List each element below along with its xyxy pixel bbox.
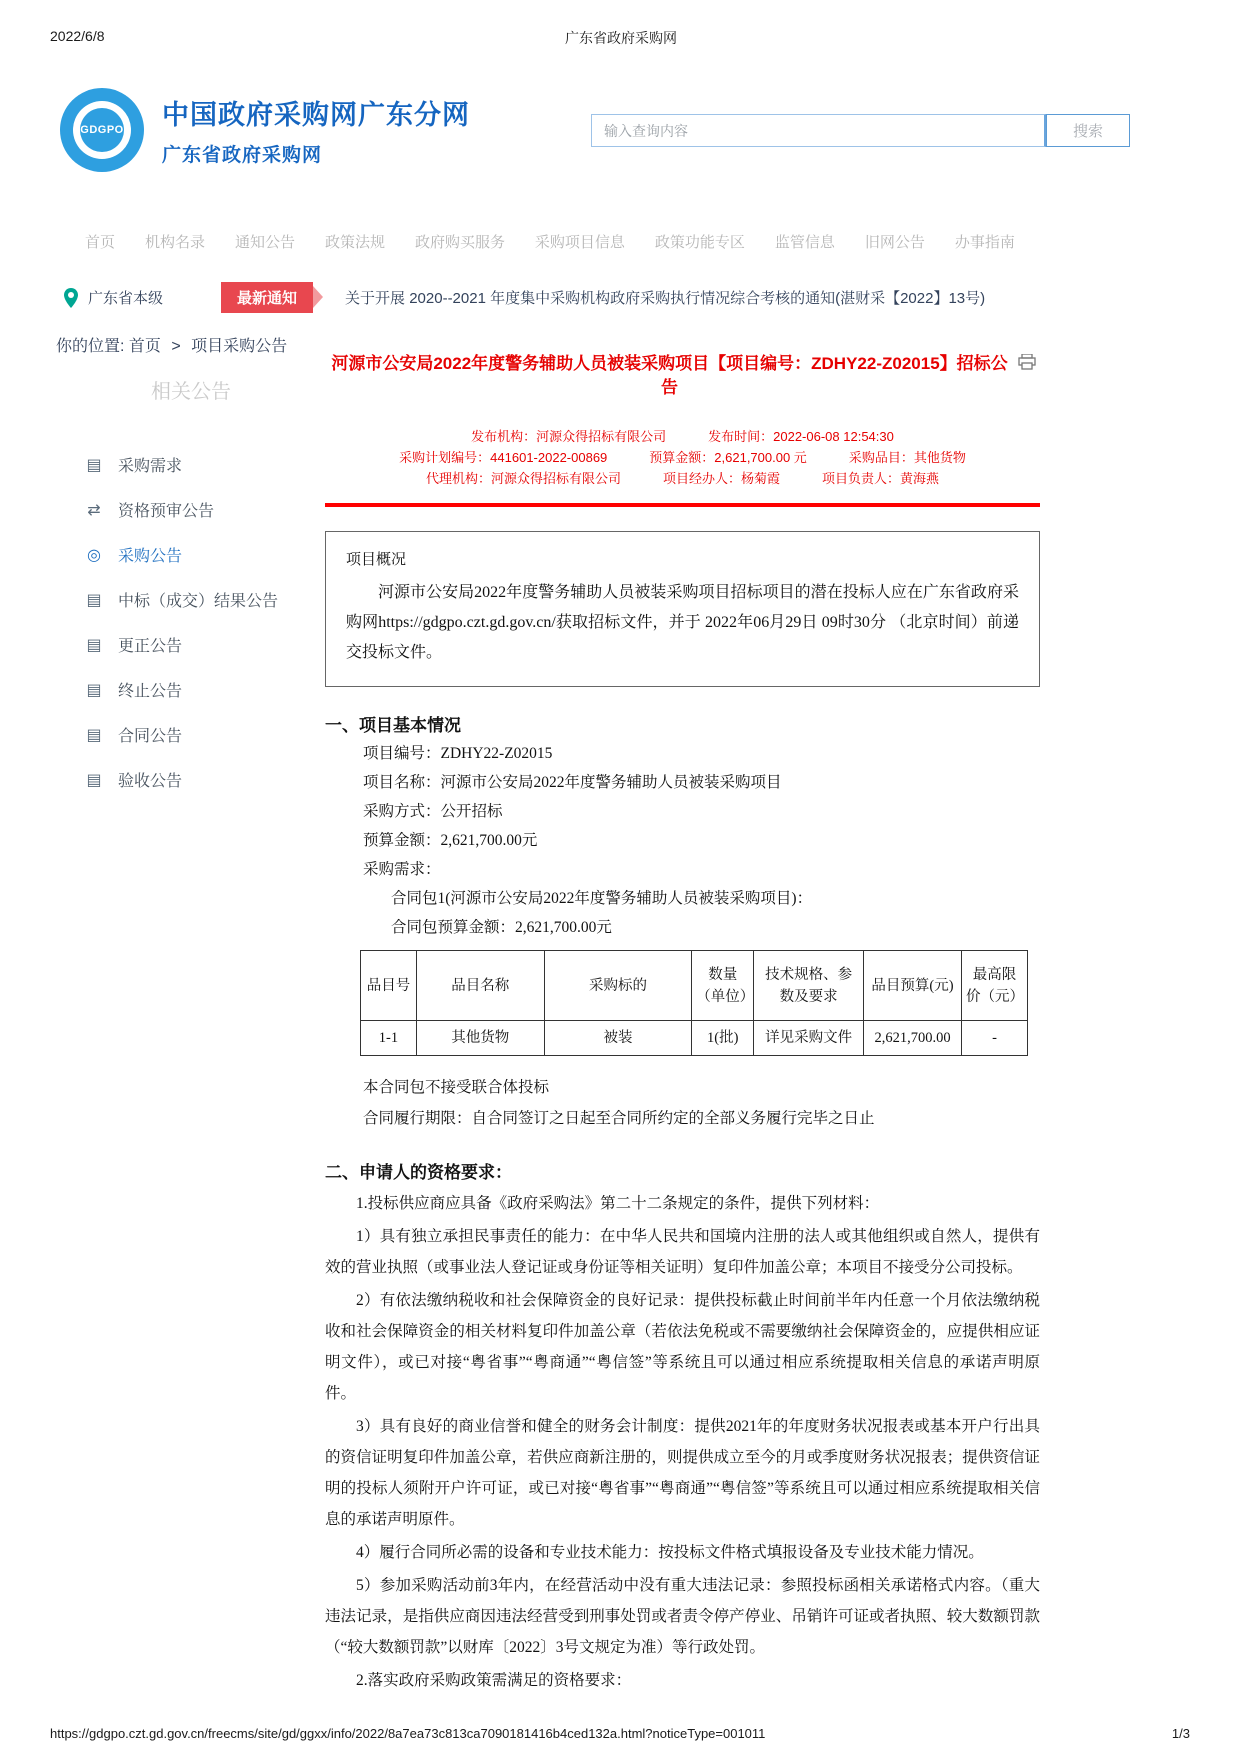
col-item-name: 品目名称 xyxy=(416,951,544,1021)
col-quantity: 数量（单位） xyxy=(692,951,754,1021)
sidebar-item-label: 资格预审公告 xyxy=(118,503,215,520)
cell-item-budget: 2,621,700.00 xyxy=(864,1021,962,1056)
col-item-no: 品目号 xyxy=(361,951,417,1021)
col-procurement-target: 采购标的 xyxy=(544,951,692,1021)
notice-link[interactable]: 关于开展 2020--2021 年度集中采购机构政府采购执行情况综合考核的通知(湛财采【2022】13号) xyxy=(345,290,986,307)
nav-item-old-site-notices[interactable]: 旧网公告 xyxy=(864,234,925,251)
document-icon: ▤ xyxy=(86,681,102,699)
logo-text: GDGPO xyxy=(80,108,124,152)
red-divider xyxy=(325,503,1040,507)
article xyxy=(325,352,1040,1696)
gdgpo-logo-icon xyxy=(60,88,144,172)
sidebar-item-label: 更正公告 xyxy=(118,638,183,655)
contract-period-note: 合同履行期限：自合同签订之日起至合同所约定的全部义务履行完毕之日止 xyxy=(363,1110,875,1127)
section1-heading: 一、项目基本情况 xyxy=(325,716,461,735)
sidebar-item-correction[interactable] xyxy=(60,622,322,667)
col-item-budget: 品目预算(元) xyxy=(864,951,962,1021)
document-icon: ▤ xyxy=(86,771,102,789)
breadcrumb xyxy=(56,333,287,356)
printer-icon[interactable] xyxy=(1018,354,1036,370)
sidebar-item-label: 终止公告 xyxy=(118,683,183,700)
article-title: 河源市公安局2022年度警务辅助人员被装采购项目【项目编号：ZDHY22-Z02015】招标公告 xyxy=(331,354,1008,397)
project-overview-box xyxy=(325,531,1040,687)
breadcrumb-label: 你的位置: xyxy=(56,338,125,355)
print-page-title: 广东省政府采购网 xyxy=(565,30,677,46)
article-meta xyxy=(325,426,1040,489)
sidebar-item-label: 采购公告 xyxy=(118,548,183,565)
site-titles xyxy=(162,93,470,167)
cell-item-name: 其他货物 xyxy=(416,1021,544,1056)
breadcrumb-separator: > xyxy=(171,338,181,355)
nav-item-org-directory[interactable]: 机构名录 xyxy=(144,234,205,251)
overview-text: 河源市公安局2022年度警务辅助人员被装采购项目招标项目的潜在投标人应在广东省政府采购网https://gdgpo.czt.gd.gov.cn/获取招标文件，并于 2022年06月29日 09时30分 （北京时间）前递交投标文件。 xyxy=(346,584,1019,661)
cell-specs: 详见采购文件 xyxy=(754,1021,864,1056)
sidebar-item-procurement-announcement[interactable] xyxy=(60,532,322,577)
search-area xyxy=(591,114,1130,147)
sidebar-item-label: 中标（成交）结果公告 xyxy=(118,593,279,610)
table-header-row xyxy=(361,951,1028,1021)
contract-package-budget: 合同包预算金额：2,621,700.00元 xyxy=(391,919,612,936)
sidebar-item-contract[interactable] xyxy=(60,712,322,757)
no-consortium-note: 本合同包不接受联合体投标 xyxy=(363,1079,550,1096)
budget-amount: 预算金额：2,621,700.00元 xyxy=(363,832,538,849)
cell-item-no: 1-1 xyxy=(361,1021,417,1056)
meta-budget: 预算金额：2,621,700.00 元 xyxy=(649,450,807,465)
sidebar-item-label: 合同公告 xyxy=(118,728,183,745)
nav-item-notices[interactable]: 通知公告 xyxy=(234,234,295,251)
table-row xyxy=(361,1021,1028,1056)
sidebar-item-award-result[interactable] xyxy=(60,577,322,622)
project-number: 项目编号：ZDHY22-Z02015 xyxy=(363,745,553,762)
sidebar-item-termination[interactable] xyxy=(60,667,322,712)
cell-quantity: 1(批) xyxy=(692,1021,754,1056)
document-icon: ▤ xyxy=(86,456,102,474)
meta-category: 采购品目：其他货物 xyxy=(848,450,966,465)
meta-agency: 代理机构：河源众得招标有限公司 xyxy=(425,471,621,486)
requirement-paragraph: 4）履行合同所必需的设备和专业技术能力：按投标文件格式填报设备及专业技术能力情况。 xyxy=(356,1544,984,1561)
breadcrumb-home[interactable]: 首页 xyxy=(128,338,161,355)
nav-item-project-info[interactable]: 采购项目信息 xyxy=(534,234,625,251)
section2-heading: 二、申请人的资格要求： xyxy=(325,1163,512,1182)
meta-publisher: 发布机构：河源众得招标有限公司 xyxy=(471,429,667,444)
nav-item-gov-purchase-services[interactable]: 政府购买服务 xyxy=(414,234,505,251)
latest-notice-badge: 最新通知 xyxy=(221,282,313,313)
nav-item-service-guide[interactable]: 办事指南 xyxy=(954,234,1015,251)
document-icon: ▤ xyxy=(86,636,102,654)
nav-item-supervision[interactable]: 监管信息 xyxy=(774,234,835,251)
target-icon: ◎ xyxy=(87,546,101,564)
nav-item-policy-zone[interactable]: 政策功能专区 xyxy=(654,234,745,251)
main-nav xyxy=(85,231,1015,252)
overview-label: 项目概况 xyxy=(346,552,407,568)
contract-package: 合同包1(河源市公安局2022年度警务辅助人员被装采购项目)： xyxy=(391,890,813,907)
meta-leader: 项目负责人：黄海燕 xyxy=(822,471,940,486)
site-header xyxy=(60,88,1186,172)
col-specs: 技术规格、参数及要求 xyxy=(754,951,864,1021)
meta-plan-number: 采购计划编号：441601-2022-00869 xyxy=(399,450,608,465)
swap-arrows-icon: ⇄ xyxy=(87,501,101,519)
requirement-paragraph: 5）参加采购活动前3年内，在经营活动中没有重大违法记录：参照投标函相关承诺格式内容。（重大违法记录，是指供应商因违法经营受到刑事处罚或者责令停产停业、吊销许可证或者执照、较大数额罚款（“较大数额罚款”以财库〔2022〕3号文规定为准）等行政处罚。 xyxy=(325,1577,1040,1656)
requirement-paragraph: 3）具有良好的商业信誉和健全的财务会计制度：提供2021年的年度财务状况报表或基本开户行出具的资信证明复印件加盖公章，若供应商新注册的，则提供成立至今的月或季度财务状况报表；提供资信证明的投标人须附开户许可证，或已对接“粤省事”“粤商通”“粤信签”等系统且可以通过相应系统提取相关信息的承诺声明原件。 xyxy=(325,1418,1040,1528)
print-date: 2022/6/8 xyxy=(50,28,105,44)
breadcrumb-current: 项目采购公告 xyxy=(191,338,288,355)
search-button[interactable]: 搜索 xyxy=(1046,114,1130,147)
sidebar-item-acceptance[interactable] xyxy=(60,757,322,802)
search-input[interactable] xyxy=(591,114,1046,147)
nav-item-home[interactable]: 首页 xyxy=(85,234,116,251)
items-table xyxy=(360,950,1028,1056)
site-subtitle: 广东省政府采购网 xyxy=(162,145,323,166)
sidebar-item-prequalification[interactable] xyxy=(60,487,322,532)
location-pin-icon xyxy=(64,288,78,308)
procurement-method: 采购方式：公开招标 xyxy=(363,803,503,820)
requirement-paragraph: 2.落实政府采购政策需满足的资格要求： xyxy=(356,1672,632,1689)
print-url: https://gdgpo.czt.gd.gov.cn/freecms/site/gd/ggxx/info/2022/8a7ea73c813ca7090181416b4ced132a.html?noticeType=001011 xyxy=(50,1726,766,1741)
requirement-paragraph: 1.投标供应商应具备《政府采购法》第二十二条规定的条件，提供下列材料： xyxy=(356,1195,880,1212)
meta-handler: 项目经办人：杨菊霞 xyxy=(662,471,780,486)
procurement-demand-label: 采购需求： xyxy=(363,861,441,878)
notice-bar xyxy=(64,282,1164,313)
requirement-paragraph: 1）具有独立承担民事责任的能力：在中华人民共和国境内注册的法人或其他组织或自然人，提供有效的营业执照（或事业法人登记证或身份证等相关证明）复印件加盖公章；本项目不接受分公司投标。 xyxy=(325,1228,1040,1276)
region-label[interactable]: 广东省本级 xyxy=(88,290,164,307)
print-page-number: 1/3 xyxy=(1171,1726,1190,1741)
document-icon: ▤ xyxy=(86,726,102,744)
cell-procurement-target: 被装 xyxy=(544,1021,692,1056)
sidebar xyxy=(60,375,322,802)
meta-publish-time: 发布时间：2022-06-08 12:54:30 xyxy=(708,429,894,444)
sidebar-title: 相关公告 xyxy=(151,381,231,403)
nav-item-policies[interactable]: 政策法规 xyxy=(324,234,385,251)
document-icon: ▤ xyxy=(86,591,102,609)
project-name: 项目名称：河源市公安局2022年度警务辅助人员被装采购项目 xyxy=(363,774,782,791)
sidebar-item-label: 采购需求 xyxy=(118,458,183,475)
sidebar-item-procurement-demand[interactable] xyxy=(60,442,322,487)
site-title: 中国政府采购网广东分网 xyxy=(162,100,470,130)
cell-price-cap: - xyxy=(961,1021,1027,1056)
sidebar-item-label: 验收公告 xyxy=(118,773,183,790)
logo-ring xyxy=(73,101,131,159)
col-price-cap: 最高限价（元） xyxy=(961,951,1027,1021)
requirement-paragraph: 2）有依法缴纳税收和社会保障资金的良好记录：提供投标截止时间前半年内任意一个月依法缴纳税收和社会保障资金的相关材料复印件加盖公章（若依法免税或不需要缴纳社会保障资金的，应提供相应证明文件），或已对接“粤省事”“粤商通”“粤信签”等系统且可以通过相应系统提取相关信息的承诺声明原件。 xyxy=(325,1292,1040,1402)
